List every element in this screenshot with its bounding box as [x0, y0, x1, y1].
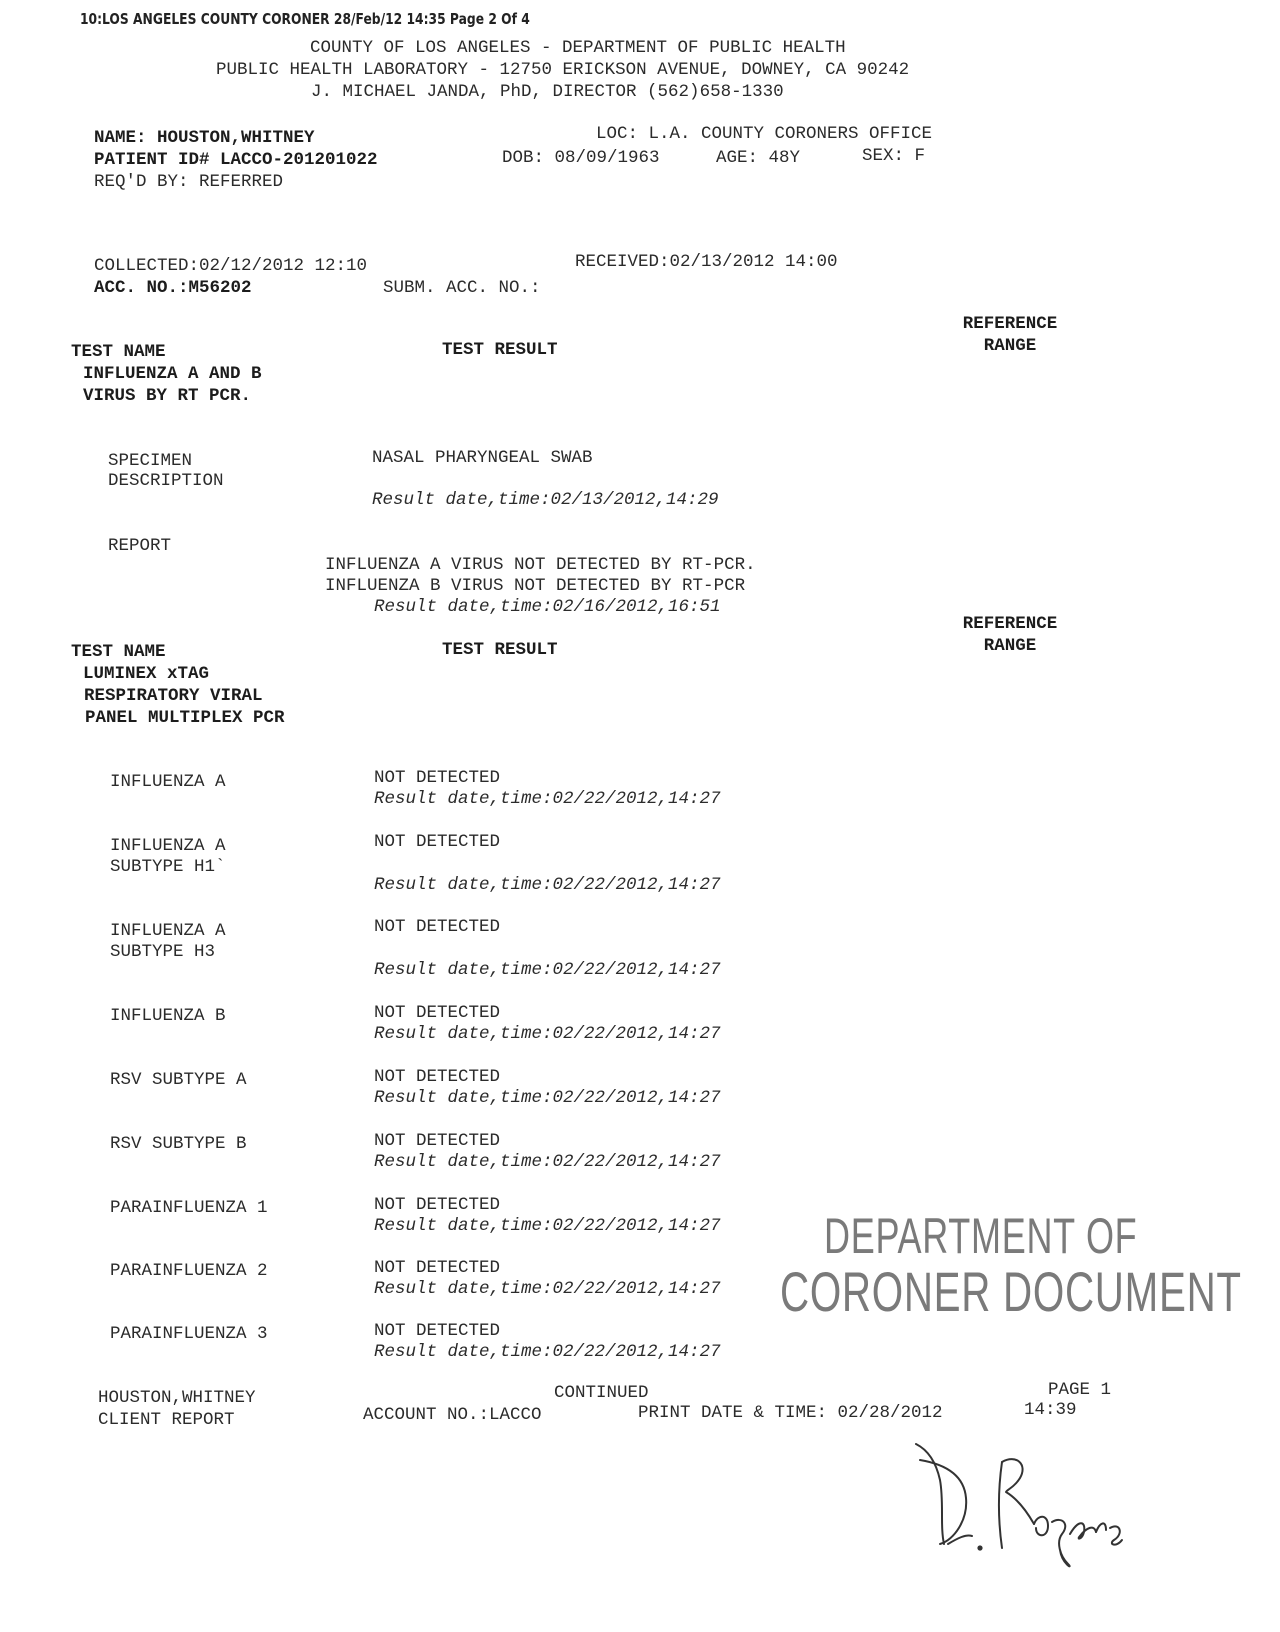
footer-print-datetime: PRINT DATE & TIME: 02/28/2012	[638, 1403, 943, 1423]
result-label: RSV SUBTYPE B	[110, 1134, 247, 1154]
test1-name-line2: VIRUS BY RT PCR.	[83, 386, 252, 406]
result-label: INFLUENZA A	[110, 921, 226, 941]
result-value: NOT DETECTED	[374, 768, 501, 788]
result-date: Result date,time:02/22/2012,14:27	[374, 1024, 721, 1044]
test2-name-line1: LUMINEX xTAG	[83, 664, 210, 684]
report-line1: INFLUENZA A VIRUS NOT DETECTED BY RT-PCR.	[325, 555, 756, 575]
result-label: PARAINFLUENZA 3	[110, 1324, 268, 1344]
reference-heading-2: REFERENCE	[962, 614, 1058, 634]
footer-account-number: ACCOUNT NO.:LACCO	[363, 1405, 542, 1425]
lab-header-line2: PUBLIC HEALTH LABORATORY - 12750 ERICKSON AVENUE, DOWNEY, CA 90242	[216, 60, 910, 80]
result-date: Result date,time:02/22/2012,14:27	[374, 1088, 721, 1108]
patient-sex: SEX: F	[862, 146, 926, 166]
result-date: Result date,time:02/22/2012,14:27	[374, 960, 721, 980]
result-label: INFLUENZA A	[110, 836, 226, 856]
received-datetime: RECEIVED:02/13/2012 14:00	[575, 252, 838, 272]
result-value: NOT DETECTED	[374, 1003, 501, 1023]
test-result-heading: TEST RESULT	[442, 340, 558, 360]
test-name-heading-2: TEST NAME	[71, 642, 166, 662]
result-date: Result date,time:02/22/2012,14:27	[374, 1342, 721, 1362]
result-label: PARAINFLUENZA 1	[110, 1198, 268, 1218]
date-of-birth: DOB: 08/09/1963	[502, 148, 660, 168]
fax-header: 10:LOS ANGELES COUNTY CORONER 28/Feb/12 14:35 Page 2 Of 4	[80, 10, 530, 28]
reference-heading: REFERENCE	[962, 314, 1058, 334]
lab-header-line1: COUNTY OF LOS ANGELES - DEPARTMENT OF PUBLIC HEALTH	[310, 38, 846, 58]
footer-page-number: PAGE 1	[1048, 1380, 1112, 1400]
accession-number: ACC. NO.:M56202	[94, 278, 252, 298]
result-value: NOT DETECTED	[374, 1321, 501, 1341]
result-label: RSV SUBTYPE A	[110, 1070, 247, 1090]
result-date: Result date,time:02/22/2012,14:27	[374, 1216, 721, 1236]
result-value: NOT DETECTED	[374, 1258, 501, 1278]
result-value: NOT DETECTED	[374, 917, 501, 937]
collected-datetime: COLLECTED:02/12/2012 12:10	[94, 256, 368, 276]
report-line2: INFLUENZA B VIRUS NOT DETECTED BY RT-PCR	[325, 576, 746, 596]
description-label: DESCRIPTION	[108, 471, 224, 491]
signature-image	[910, 1440, 1130, 1570]
result-date: Result date,time:02/22/2012,14:27	[374, 875, 721, 895]
footer-client-report: CLIENT REPORT	[98, 1410, 235, 1430]
range-heading-2: RANGE	[983, 636, 1037, 656]
specimen-label: SPECIMEN	[108, 451, 193, 471]
footer-print-time: 14:39	[1024, 1400, 1077, 1420]
result-label: PARAINFLUENZA 2	[110, 1261, 268, 1281]
specimen-result-date: Result date,time:02/13/2012,14:29	[372, 490, 719, 510]
result-date: Result date,time:02/22/2012,14:27	[374, 1279, 721, 1299]
patient-id: PATIENT ID# LACCO-201201022	[94, 150, 378, 170]
test2-name-line3: PANEL MULTIPLEX PCR	[85, 708, 285, 728]
lab-header-line3: J. MICHAEL JANDA, PhD, DIRECTOR (562)658-1330	[311, 82, 784, 102]
coroner-stamp-line1: DEPARTMENT OF	[824, 1208, 1138, 1264]
result-value: NOT DETECTED	[374, 1067, 501, 1087]
result-value: NOT DETECTED	[374, 1131, 501, 1151]
result-label: INFLUENZA B	[110, 1006, 226, 1026]
result-value: NOT DETECTED	[374, 1195, 501, 1215]
result-label: INFLUENZA A	[110, 772, 226, 792]
footer-patient-name: HOUSTON,WHITNEY	[98, 1388, 256, 1408]
result-date: Result date,time:02/22/2012,14:27	[374, 1152, 721, 1172]
footer-continued: CONTINUED	[554, 1383, 649, 1403]
test1-name-line1: INFLUENZA A AND B	[83, 364, 262, 384]
result-date: Result date,time:02/22/2012,14:27	[374, 789, 721, 809]
report-label: REPORT	[108, 536, 172, 556]
result-sublabel: SUBTYPE H1`	[110, 857, 226, 877]
range-heading: RANGE	[983, 336, 1037, 356]
patient-name: NAME: HOUSTON,WHITNEY	[94, 128, 315, 148]
specimen-value: NASAL PHARYNGEAL SWAB	[372, 448, 593, 468]
report-result-date: Result date,time:02/16/2012,16:51	[374, 597, 721, 617]
submitted-accession-number: SUBM. ACC. NO.:	[383, 278, 541, 298]
result-value: NOT DETECTED	[374, 832, 501, 852]
location: LOC: L.A. COUNTY CORONERS OFFICE	[596, 124, 933, 144]
test-result-heading-2: TEST RESULT	[442, 640, 558, 660]
requested-by: REQ'D BY: REFERRED	[94, 172, 284, 192]
patient-age: AGE: 48Y	[716, 148, 801, 168]
test-name-heading: TEST NAME	[71, 342, 166, 362]
coroner-stamp-line2: CORONER DOCUMENT	[780, 1260, 1242, 1323]
test2-name-line2: RESPIRATORY VIRAL	[84, 686, 263, 706]
result-sublabel: SUBTYPE H3	[110, 942, 216, 962]
